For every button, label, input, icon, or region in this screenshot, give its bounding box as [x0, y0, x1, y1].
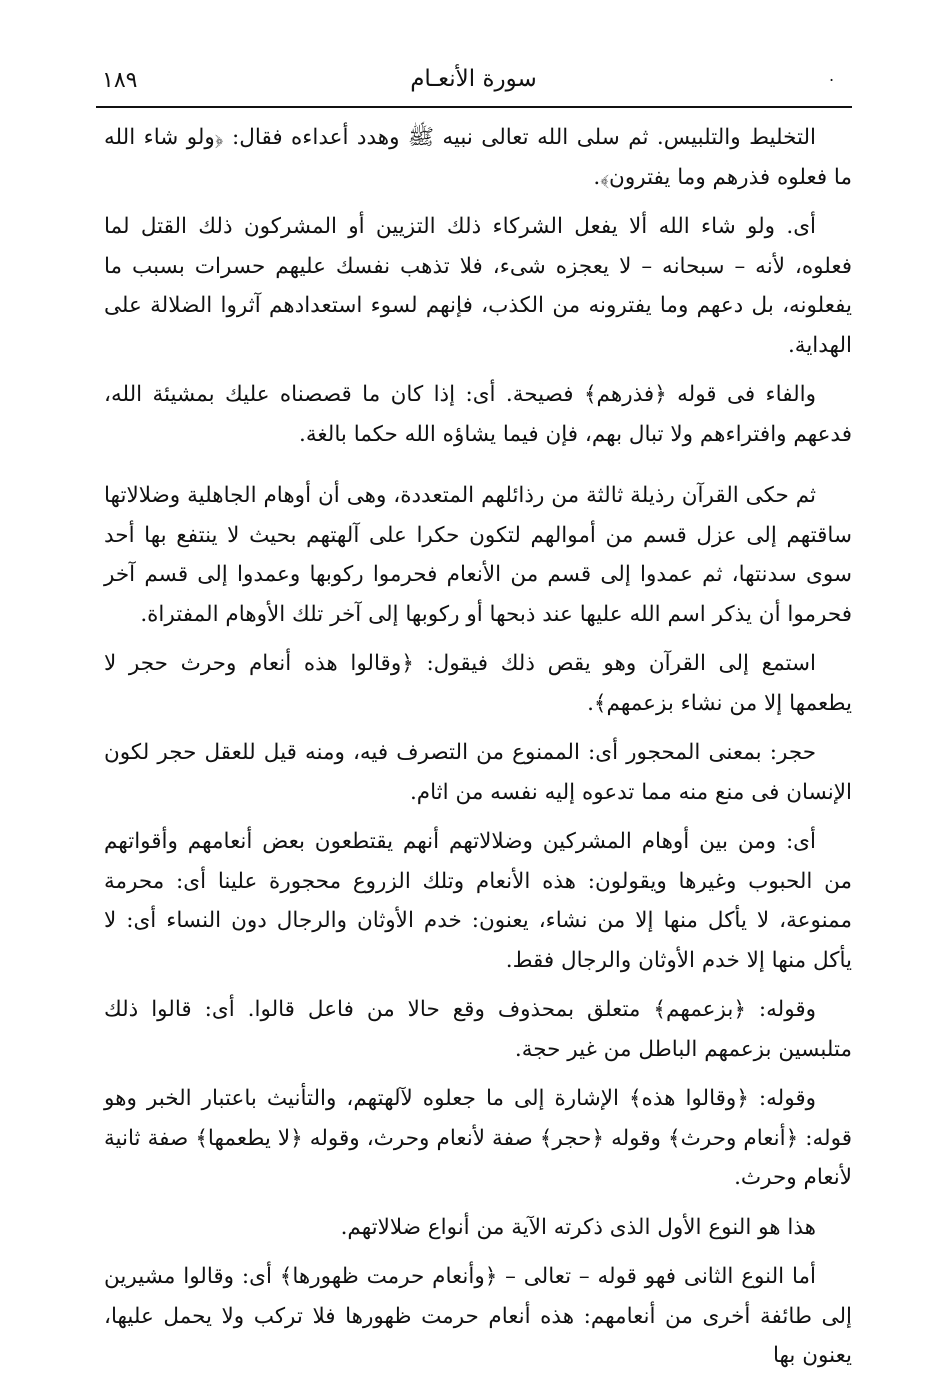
page-header: [96, 64, 851, 104]
header-rule: [96, 106, 852, 108]
corner-mark: .: [829, 66, 835, 85]
page-body: [104, 118, 852, 1386]
running-title: سورة الأنعـام: [410, 66, 537, 92]
paragraph-11: أما النوع الثانى فهو قوله – تعالى – ﴿وأنعام حرمت ظهورها﴾ أى: وقالوا مشيرين إلى طائفة أخرى من أنعامهم: هذه أنعام حرمت ظهورها فلا تركب ولا يحمل عليها، يعنون بها: [104, 1264, 852, 1368]
paragraph-2: أى. ولو شاء الله ألا يفعل الشركاء ذلك التزيين أو المشركون ذلك القتل لما فعلوه، لأنه – سبحانه – لا يعجزه شىء، فلا تذهب نفسك عليهم حسرات بسبب ما يفعلونه، بل دعهم وما يفترونه من الكذب، فإنهم لسوء استعدادهم آثروا الضلالة على الهداية.: [104, 214, 852, 358]
paragraph-7: أى: ومن بين أوهام المشركين وضلالاتهم أنهم يقتطعون بعض أنعامهم وأقواتهم من الحبوب وغيرها ويقولون: هذه الأنعام وتلك الزروع محجورة علينا أى: محرمة ممنوعة، لا يأكل منها إلا من نشاء، يعنون: خدم الأوثان والرجال دون النساء أى: لا يأكل منها إلا خدم الأوثان والرجال فقط.: [104, 829, 852, 973]
paragraph-8: وقوله: ﴿بزعمهم﴾ متعلق بمحذوف وقع حالا من فاعل قالوا. أى: قالوا ذلك متلبسين بزعمهم الباطل من غير حجة.: [104, 997, 852, 1062]
paragraph-1: التخليط والتلبيس. ثم سلى الله تعالى نبيه ﷺ وهدد أعداءه فقال: ﴿ولو شاء الله ما فعلوه فذرهم وما يفترون﴾.: [104, 125, 852, 190]
paragraph-4: ثم حكى القرآن رذيلة ثالثة من رذائلهم المتعددة، وهى أن أوهام الجاهلية وضلالاتها ساقتهم إلى عزل قسم من أموالهم لتكون حكرا على آلهتهم بحيث لا ينتفع بها أحد سوى سدنتها، ثم عمدوا إلى قسم من الأنعام فحرموا ركوبها وعمدوا إلى قسم آخر فحرموا أن يذكر اسم الله عليها عند ذبحها أو ركوبها إلى آخر تلك الأوهام المفتراة.: [104, 483, 852, 627]
paragraph-9: وقوله: ﴿وقالوا هذه﴾ الإشارة إلى ما جعلوه لآلهتهم، والتأنيث باعتبار الخبر وهو قوله: ﴿أنعام وحرث﴾ وقوله ﴿حجر﴾ صفة لأنعام وحرث، وقوله ﴿لا يطعمها﴾ صفة ثانية لأنعام وحرث.: [104, 1086, 852, 1190]
paragraph-10: هذا هو النوع الأول الذى ذكرته الآية من أنواع ضلالاتهم.: [340, 1214, 816, 1240]
paragraph-6: حجر: بمعنى المحجور أى: الممنوع من التصرف فيه، ومنه قيل للعقل حجر لكون الإنسان فى منع منه مما تدعوه إليه نفسه من اثام.: [104, 740, 852, 805]
page-number: ١٨٩: [102, 68, 138, 93]
paragraph-3: والفاء فى قوله ﴿فذرهم﴾ فصيحة. أى: إذا كان ما قصصناه عليك بمشيئة الله، فدعهم وافتراءهم ولا تبال بهم، فإن فيما يشاؤه الله حكما بالغة.: [104, 382, 852, 447]
paragraph-5: استمع إلى القرآن وهو يقص ذلك فيقول: ﴿وقالوا هذه أنعام وحرث حجر لا يطعمها إلا من نشاء بزعمهم﴾.: [104, 651, 852, 716]
